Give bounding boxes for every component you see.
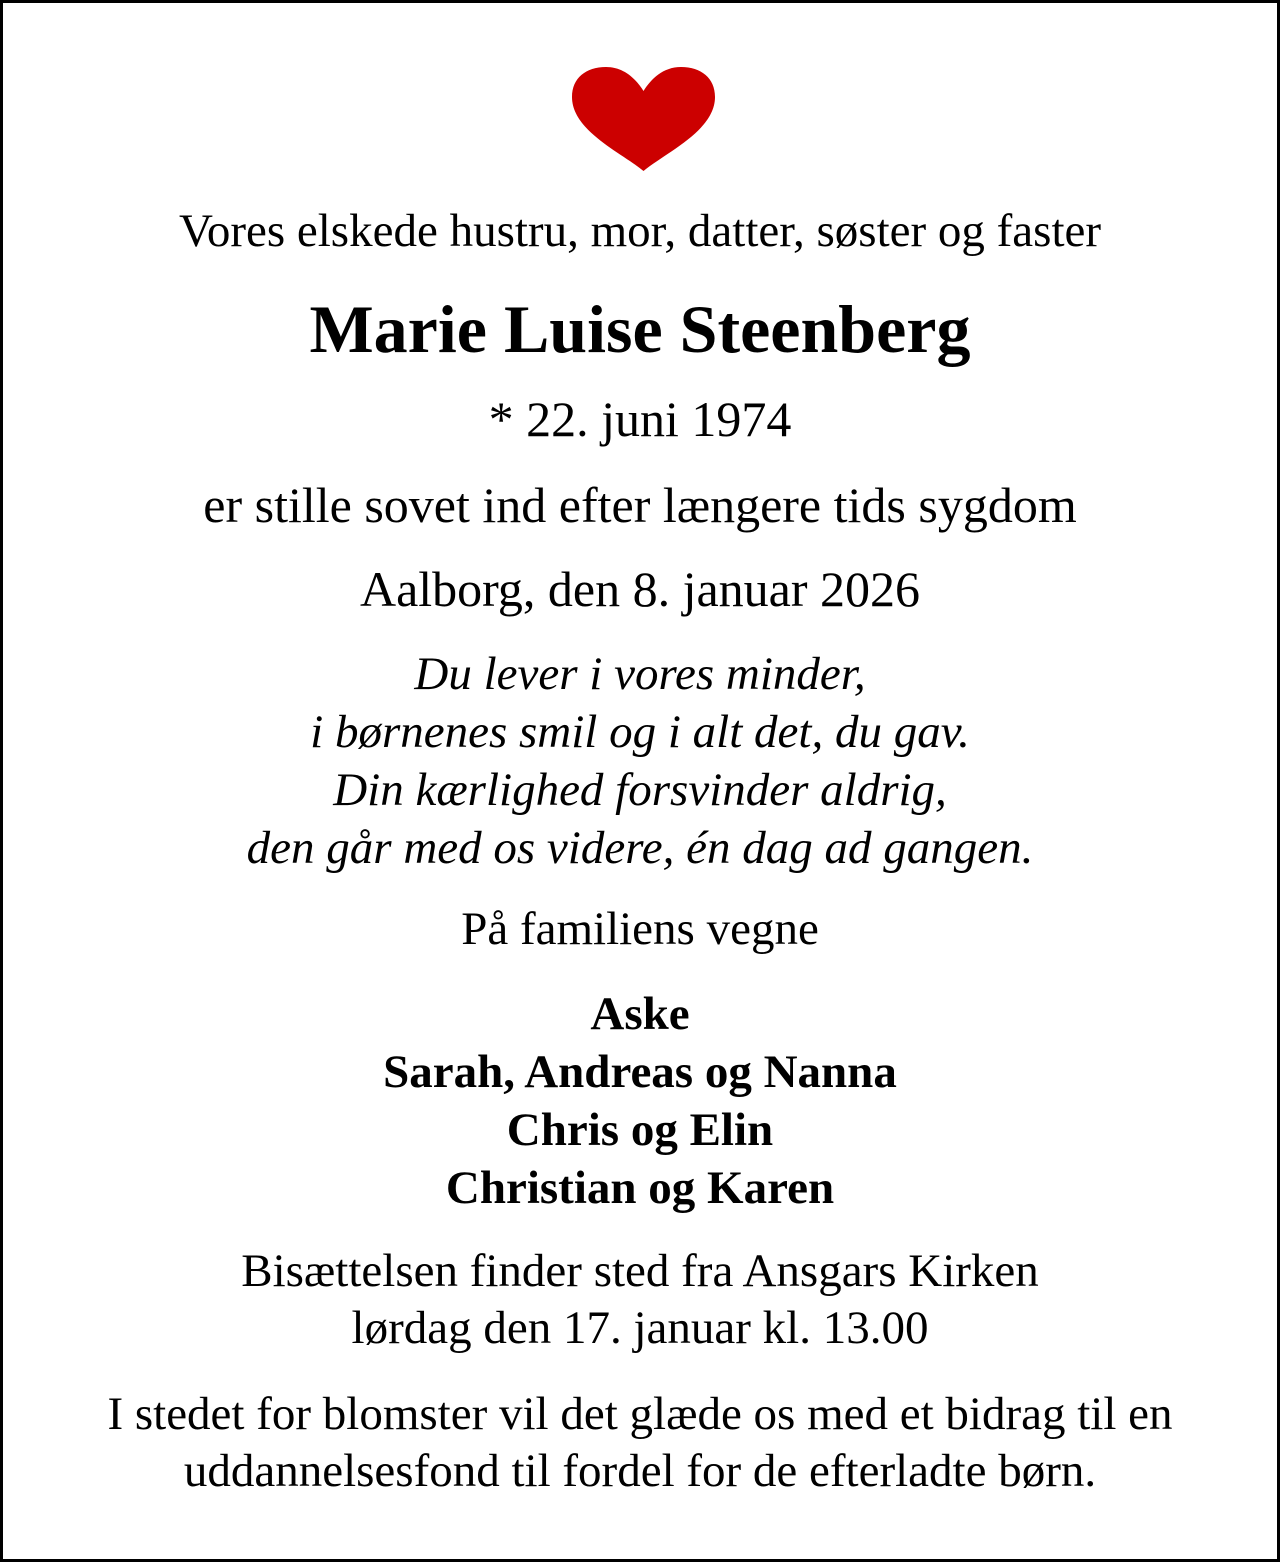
on-behalf-text: På familiens vegne	[461, 903, 819, 955]
donation-line: I stedet for blomster vil det glæde os med et bidrag til en	[107, 1388, 1173, 1440]
passing-text: er stille sovet ind efter længere tids sygdom	[203, 477, 1077, 533]
place-date: Aalborg, den 8. januar 2026	[359, 561, 921, 617]
poem-line: Du lever i vores minder,	[414, 648, 866, 700]
family-list	[3, 985, 1277, 1217]
family-member: Christian og Karen	[445, 1162, 835, 1214]
family-member: Sarah, Andreas og Nanna	[383, 1046, 897, 1098]
donation-line: uddannelsesfond til fordel for de efterladte børn.	[183, 1445, 1097, 1497]
donation-info	[3, 1386, 1277, 1500]
funeral-line: lørdag den 17. januar kl. 13.00	[351, 1302, 929, 1354]
funeral-line: Bisættelsen finder sted fra Ansgars Kirken	[241, 1245, 1039, 1297]
intro-text: Vores elskede hustru, mor, datter, søster og faster	[178, 205, 1102, 257]
poem-line: Din kærlighed forsvinder aldrig,	[333, 764, 947, 816]
heart-icon	[572, 67, 715, 173]
birth-date: * 22. juni 1974	[488, 391, 792, 447]
poem	[3, 645, 1277, 877]
family-member: Aske	[590, 988, 690, 1040]
poem-line: den går med os videre, én dag ad gangen.	[246, 822, 1034, 874]
poem-line: i børnenes smil og i alt det, du gav.	[310, 706, 970, 758]
family-member: Chris og Elin	[506, 1104, 774, 1156]
funeral-info	[3, 1243, 1277, 1357]
deceased-name: Marie Luise Steenberg	[309, 291, 971, 367]
